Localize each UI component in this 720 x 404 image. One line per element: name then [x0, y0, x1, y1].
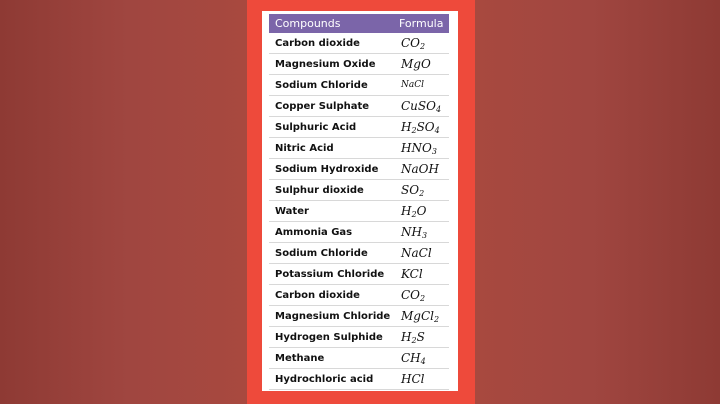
- compound-formula: [393, 306, 449, 327]
- compound-name: Carbon dioxide: [269, 33, 393, 54]
- table-row: [269, 96, 449, 117]
- formula-symbol: CuSO: [401, 99, 436, 113]
- table-row: [269, 306, 449, 327]
- formula-symbol: NH: [401, 225, 422, 239]
- table-row: [269, 243, 449, 264]
- table-row: [269, 75, 449, 96]
- compound-name: Sodium Hydroxide: [269, 159, 393, 180]
- formula-subscript: 2: [420, 294, 426, 303]
- compound-name: Methane: [269, 348, 393, 369]
- table-body: [269, 33, 449, 390]
- table-row: [269, 180, 449, 201]
- formula-symbol: H: [401, 120, 412, 134]
- formula-symbol: H: [401, 330, 412, 344]
- formula-symbol: SO: [401, 183, 420, 197]
- header-compounds: Compounds: [269, 14, 393, 33]
- formula-subscript: 2: [411, 336, 417, 345]
- table-row: [269, 201, 449, 222]
- table-row: [269, 138, 449, 159]
- compound-formula: [393, 348, 449, 369]
- formula-subscript: 2: [420, 42, 426, 51]
- formula-subscript: 2: [419, 189, 425, 198]
- compound-name: Sulphur dioxide: [269, 180, 393, 201]
- formula-subscript: 4: [435, 105, 442, 114]
- compound-name: Water: [269, 201, 393, 222]
- formula-subscript: 3: [421, 231, 428, 240]
- compound-name: Ammonia Gas: [269, 222, 393, 243]
- formula-subscript: 2: [411, 210, 417, 219]
- table-header-row: [269, 14, 449, 33]
- compound-name: Hydrogen Sulphide: [269, 327, 393, 348]
- header-formula: Formula: [393, 14, 449, 33]
- compound-formula: [393, 243, 449, 264]
- table-row: [269, 285, 449, 306]
- formula-symbol: MgCl: [401, 309, 434, 323]
- table-row: [269, 54, 449, 75]
- table-row: [269, 369, 449, 390]
- compound-formula: [393, 264, 449, 285]
- compound-name: Sulphuric Acid: [269, 117, 393, 138]
- formula-symbol: CO: [401, 288, 421, 302]
- compound-formula: [393, 96, 449, 117]
- table-row: [269, 33, 449, 54]
- compound-formula: [393, 180, 449, 201]
- compound-formula: [393, 222, 449, 243]
- table-row: [269, 327, 449, 348]
- table-row: [269, 348, 449, 369]
- formula-symbol: NaCl: [401, 80, 425, 90]
- compound-name: Magnesium Chloride: [269, 306, 393, 327]
- table-row: [269, 117, 449, 138]
- compound-name: Carbon dioxide: [269, 285, 393, 306]
- compound-formula: [393, 285, 449, 306]
- formula-subscript: 2: [411, 126, 417, 135]
- compound-name: Sodium Chloride: [269, 243, 393, 264]
- formula-subscript: 4: [434, 126, 440, 135]
- formula-subscript: 4: [420, 357, 426, 366]
- compound-formula: [393, 327, 449, 348]
- table-row: [269, 264, 449, 285]
- compound-formula: [393, 159, 449, 180]
- compound-formula: [393, 201, 449, 222]
- formula-subscript: 2: [434, 315, 440, 324]
- formula-symbol: NaCl: [401, 246, 432, 260]
- formula-symbol: NaOH: [401, 162, 439, 176]
- formula-symbol: S: [416, 330, 425, 344]
- table-row: [269, 222, 449, 243]
- formula-symbol: O: [416, 204, 427, 218]
- compound-formula: [393, 33, 449, 54]
- compound-formula: [393, 369, 449, 390]
- compounds-table: [269, 14, 449, 390]
- compound-name: Nitric Acid: [269, 138, 393, 159]
- compound-formula: [393, 54, 449, 75]
- formula-symbol: CH: [401, 351, 421, 365]
- formula-symbol: KCl: [401, 267, 423, 281]
- compound-name: Hydrochloric acid: [269, 369, 393, 390]
- compound-name: Potassium Chloride: [269, 264, 393, 285]
- compound-name: Magnesium Oxide: [269, 54, 393, 75]
- table-row: [269, 159, 449, 180]
- formula-symbol: HCl: [401, 372, 425, 386]
- compound-formula: [393, 138, 449, 159]
- formula-symbol: SO: [416, 120, 435, 134]
- compound-name: Sodium Chloride: [269, 75, 393, 96]
- compound-formula: [393, 75, 449, 96]
- formula-symbol: CO: [401, 36, 421, 50]
- formula-symbol: H: [401, 204, 412, 218]
- formula-symbol: HNO: [401, 141, 432, 155]
- formula-subscript: 3: [431, 147, 437, 156]
- compound-formula: [393, 117, 449, 138]
- formula-symbol: MgO: [401, 57, 431, 71]
- compound-name: Copper Sulphate: [269, 96, 393, 117]
